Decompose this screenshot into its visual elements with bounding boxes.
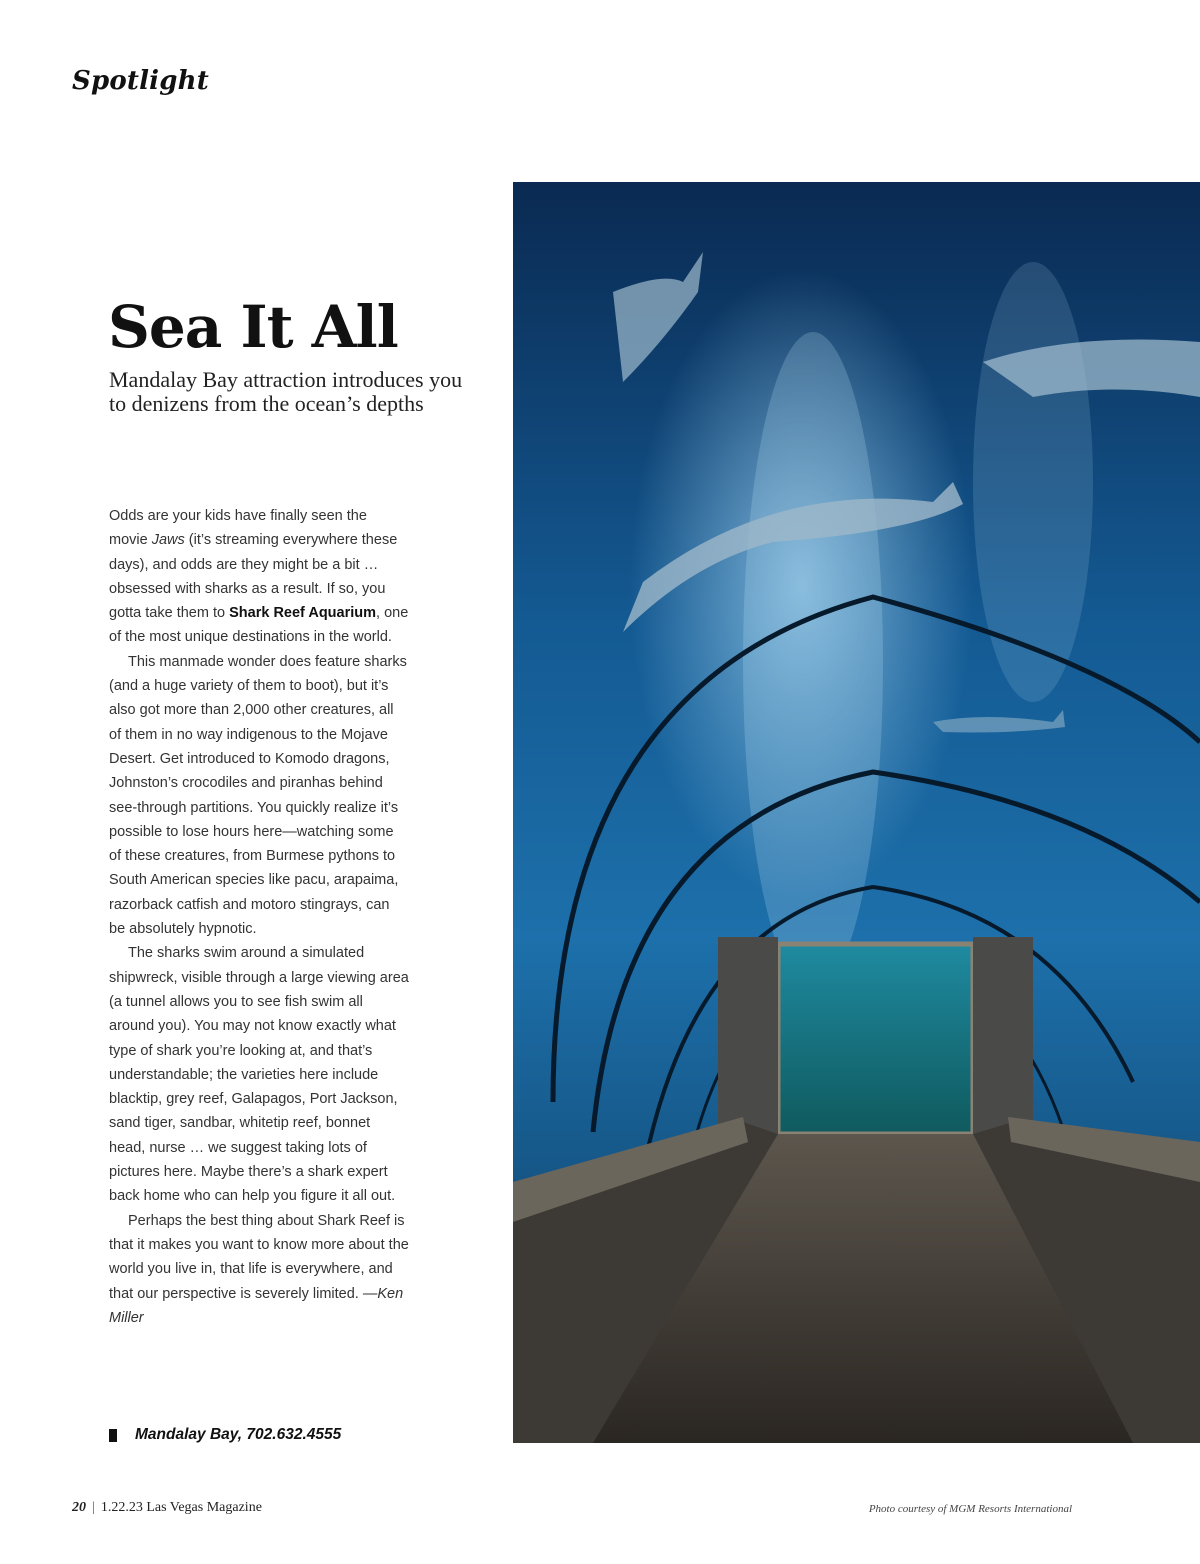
- folio: [72, 1500, 262, 1516]
- page-number: 20: [72, 1500, 86, 1515]
- photo-credit: Photo courtesy of MGM Resorts International: [868, 1503, 1072, 1515]
- issue-info: 1.22.23 Las Vegas Magazine: [100, 1500, 262, 1515]
- folio-separator: |: [92, 1500, 95, 1515]
- square-bullet-icon: [109, 1429, 117, 1442]
- paragraph-3: The sharks swim around a simulated shipwreck, visible through a large viewing area (a tunnel allows you to see fish swim all around you). You may not know exactly what type of shark you’re looking at, and that’s understandable; the varieties here include blacktip, grey reef, Galapagos, Port Jackson, sand tiger, sandbar, whitetip reef, bonnet head, nurse … we suggest taking lots of pictures here. Maybe there’s a shark expert back home who can help you figure it all out.: [109, 945, 409, 1205]
- photo: [513, 182, 1200, 1443]
- article-body: [109, 504, 409, 1330]
- dek: Mandalay Bay attraction introduces you to denizens from the ocean’s depths: [109, 367, 463, 416]
- paragraph-1: Odds are your kids have finally seen the movie Jaws (it’s streaming everywhere these days), and odds are they might be a bit … obsessed with sharks as a result. If so, you gotta take them to Shark Reef Aquarium, one of the most unique destinations in the world.: [109, 508, 409, 646]
- venue-contact: Mandalay Bay, 702.632.4555: [135, 1426, 342, 1443]
- author-byline: Ken Miller: [109, 1285, 404, 1326]
- venue-info: [109, 1426, 341, 1444]
- attraction-name: Shark Reef Aquarium: [229, 605, 377, 622]
- aquarium-tunnel-photo: [513, 182, 1200, 1443]
- headline: Sea It All: [108, 293, 398, 361]
- section-label: Spotlight: [72, 66, 209, 96]
- paragraph-4: Perhaps the best thing about Shark Reef is that it makes you want to know more about the world you live in, that life is everywhere, and that our perspective is severely limited. —Ken Miller: [109, 1212, 409, 1326]
- movie-title: Jaws: [151, 532, 185, 549]
- paragraph-2: This manmade wonder does feature sharks (and a huge variety of them to boot), but it’s also got more than 2,000 other creatures, all of them in no way indigenous to the Mojave Desert. Get introduced to Komodo dragons, Johnston’s crocodiles and piranhas behind see-through partitions. You quickly realize it’s possible to lose hours here—watching some of these creatures, from Burmese pythons to South American species like pacu, arapaima, razorback catfish and motoro stingrays, can be absolutely hypnotic.: [109, 653, 407, 938]
